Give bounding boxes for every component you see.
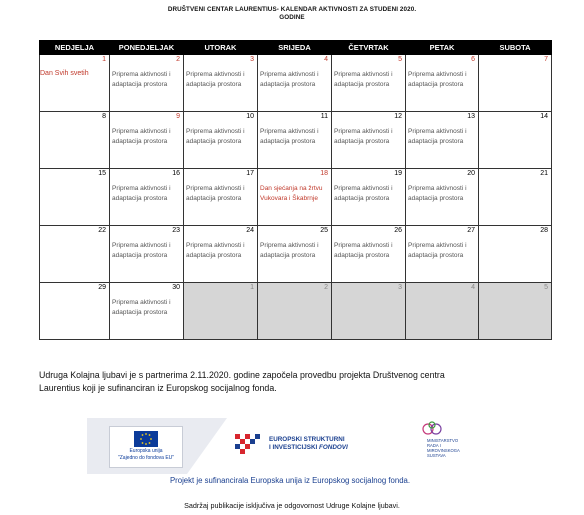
description-line-1: Udruga Kolajna ljubavi je s partnerima 2.11.2020. godine započela provedbu projekta Društvenog centra (39, 370, 445, 380)
event-text (112, 127, 181, 147)
day-number: 29 (98, 284, 106, 291)
funding-banner (87, 418, 493, 484)
event-line-2: adaptacija prostora (186, 138, 242, 145)
project-cofinanced-text: Projekt je sufinancirala Europska unija iz Europskog socijalnog fonda. (169, 476, 411, 485)
event-line-2: adaptacija prostora (260, 138, 316, 145)
event-line-2: adaptacija prostora (334, 81, 390, 88)
day-number: 15 (98, 170, 106, 177)
event-line-1: Priprema aktivnosti i (260, 242, 319, 249)
footer-disclaimer: Sadržaj publikacije isključiva je odgovornost Udruge Kolajne ljubavi. (184, 501, 400, 510)
day-number: 13 (467, 113, 475, 120)
project-description (39, 369, 539, 395)
day-number: 24 (246, 227, 254, 234)
event-text (408, 241, 476, 261)
event-line-2: adaptacija prostora (112, 195, 168, 202)
calendar-cell (184, 226, 258, 283)
event-line-2: adaptacija prostora (112, 309, 168, 316)
event-line-1: Priprema aktivnosti i (408, 71, 467, 78)
remembrance-event (260, 184, 329, 204)
day-number: 21 (540, 170, 548, 177)
event-line-1: Priprema aktivnosti i (334, 185, 393, 192)
day-number: 22 (98, 227, 106, 234)
eu-flag-icon (134, 431, 158, 447)
event-text (112, 241, 181, 261)
day-number: 10 (246, 113, 254, 120)
calendar-cell (40, 283, 110, 340)
croatia-checkerboard-icon (235, 434, 265, 454)
event-line-1: Dan sjećanja na žrtvu (260, 185, 323, 192)
event-line-2: Vukovara i Škabrnje (260, 195, 318, 202)
day-number: 18 (320, 170, 328, 177)
calendar-cell (258, 226, 332, 283)
day-number: 3 (250, 56, 254, 63)
event-line-2: adaptacija prostora (112, 252, 168, 259)
calendar-cell (184, 55, 258, 112)
day-number: 2 (324, 284, 328, 291)
ministry-line-1: MINISTARSTVO (427, 438, 459, 443)
day-number: 16 (172, 170, 180, 177)
day-number: 11 (320, 113, 328, 120)
calendar-cell (110, 283, 184, 340)
day-number: 28 (540, 227, 548, 234)
event-line-1: Priprema aktivnosti i (112, 185, 171, 192)
day-number: 17 (246, 170, 254, 177)
calendar-cell-next-month (332, 283, 406, 340)
calendar-cell (110, 55, 184, 112)
day-number: 5 (544, 284, 548, 291)
day-header-thursday: ČETVRTAK (332, 41, 406, 55)
day-number: 1 (102, 56, 106, 63)
event-text (112, 184, 181, 204)
flower-icon (419, 420, 445, 438)
event-line-1: Priprema aktivnosti i (334, 71, 393, 78)
calendar-header-row (40, 41, 552, 55)
funds-logo-line-2 (269, 444, 348, 451)
event-line-2: adaptacija prostora (408, 195, 464, 202)
calendar-cell (406, 169, 479, 226)
funds-logo-text-b: FONDOVI (319, 444, 348, 451)
event-text (186, 127, 255, 147)
funds-logo-text-a: I INVESTICIJSKI (269, 444, 320, 451)
event-line-2: adaptacija prostora (112, 138, 168, 145)
day-number: 7 (544, 56, 548, 63)
event-line-2: adaptacija prostora (186, 252, 242, 259)
event-line-2: adaptacija prostora (334, 195, 390, 202)
event-line-1: Priprema aktivnosti i (186, 185, 245, 192)
event-line-1: Priprema aktivnosti i (112, 242, 171, 249)
event-text (260, 70, 329, 90)
calendar-cell (40, 169, 110, 226)
event-line-1: Priprema aktivnosti i (334, 242, 393, 249)
calendar-cell-next-month (258, 283, 332, 340)
calendar-cell (110, 112, 184, 169)
calendar-cell (406, 55, 479, 112)
day-header-friday: PETAK (406, 41, 479, 55)
calendar-cell (110, 226, 184, 283)
ministry-line-3: MIROVINSKOGA (427, 448, 460, 453)
calendar-week-3 (40, 169, 552, 226)
calendar-week-5 (40, 283, 552, 340)
calendar-cell (479, 169, 552, 226)
event-line-1: Priprema aktivnosti i (408, 128, 467, 135)
event-text (408, 127, 476, 147)
event-line-2: adaptacija prostora (112, 81, 168, 88)
calendar-cell (479, 112, 552, 169)
event-line-2: adaptacija prostora (260, 81, 316, 88)
event-line-1: Priprema aktivnosti i (112, 299, 171, 306)
calendar-cell (406, 226, 479, 283)
event-text (334, 127, 403, 147)
calendar-cell (40, 112, 110, 169)
calendar-cell (40, 55, 110, 112)
day-number: 20 (467, 170, 475, 177)
event-line-1: Priprema aktivnosti i (408, 242, 467, 249)
day-number: 19 (394, 170, 402, 177)
calendar-week-2 (40, 112, 552, 169)
day-header-tuesday: UTORAK (184, 41, 258, 55)
event-line-2: adaptacija prostora (334, 138, 390, 145)
holiday-event: Dan Svih svetih (40, 70, 89, 77)
calendar-cell (184, 169, 258, 226)
calendar-table (39, 40, 552, 340)
calendar-cell (479, 55, 552, 112)
day-header-saturday: SUBOTA (479, 41, 552, 55)
ministry-logo (409, 418, 493, 474)
document-title (0, 6, 584, 22)
event-line-2: adaptacija prostora (186, 81, 242, 88)
event-text (112, 70, 181, 90)
event-line-1: Priprema aktivnosti i (334, 128, 393, 135)
event-text (334, 184, 403, 204)
calendar-cell (40, 226, 110, 283)
day-number: 3 (398, 284, 402, 291)
event-text (186, 184, 255, 204)
event-line-1: Priprema aktivnosti i (112, 128, 171, 135)
event-line-2: adaptacija prostora (408, 252, 464, 259)
title-line-1: DRUŠTVENI CENTAR LAURENTIUS- KALENDAR AKTIVNOSTI ZA STUDENI 2020. (167, 6, 417, 13)
calendar-cell (332, 169, 406, 226)
description-line-2: Laurentius koji je sufinanciran iz Europskog socijalnog fonda. (39, 383, 277, 393)
event-line-1: Priprema aktivnosti i (260, 128, 319, 135)
funds-logo-line-1: EUROPSKI STRUKTURNI (269, 436, 345, 443)
eu-logo-caption-2: "Zajedno do fondova EU" (117, 455, 175, 461)
day-header-monday: PONEDJELJAK (110, 41, 184, 55)
event-line-1: Priprema aktivnosti i (186, 242, 245, 249)
day-number: 6 (471, 56, 475, 63)
day-header-wednesday: SRIJEDA (258, 41, 332, 55)
ministry-line-4: SUSTAVA (427, 453, 446, 458)
calendar-cell-next-month (184, 283, 258, 340)
day-number: 14 (540, 113, 548, 120)
event-text (186, 241, 255, 261)
event-line-2: adaptacija prostora (408, 81, 464, 88)
event-text (334, 241, 403, 261)
event-text (260, 241, 329, 261)
event-text (334, 70, 403, 90)
calendar-week-1 (40, 55, 552, 112)
day-number: 8 (102, 113, 106, 120)
day-number: 9 (176, 113, 180, 120)
calendar-cell (110, 169, 184, 226)
day-number: 2 (176, 56, 180, 63)
eu-logo (109, 426, 183, 468)
calendar-cell (332, 112, 406, 169)
eu-logo-caption-1: Europska unija (129, 448, 163, 454)
calendar-cell (332, 226, 406, 283)
calendar-cell (479, 226, 552, 283)
day-number: 27 (467, 227, 475, 234)
calendar-week-4 (40, 226, 552, 283)
calendar-cell (184, 112, 258, 169)
calendar-cell-next-month (406, 283, 479, 340)
day-number: 30 (172, 284, 180, 291)
event-text (408, 184, 476, 204)
title-line-2: GODINE (279, 14, 305, 21)
day-header-sunday: NEDJELJA (40, 41, 110, 55)
calendar-cell (258, 112, 332, 169)
event-line-2: adaptacija prostora (408, 138, 464, 145)
day-number: 26 (394, 227, 402, 234)
event-line-2: adaptacija prostora (186, 195, 242, 202)
day-number: 23 (172, 227, 180, 234)
day-number: 12 (394, 113, 402, 120)
calendar-cell (258, 169, 332, 226)
event-text (112, 298, 181, 318)
event-line-2: adaptacija prostora (260, 252, 316, 259)
calendar-cell (406, 112, 479, 169)
event-text (186, 70, 255, 90)
day-number: 5 (398, 56, 402, 63)
calendar-cell (332, 55, 406, 112)
event-line-1: Priprema aktivnosti i (112, 71, 171, 78)
calendar-cell-next-month (479, 283, 552, 340)
event-line-1: Priprema aktivnosti i (186, 71, 245, 78)
event-text (260, 127, 329, 147)
day-number: 1 (250, 284, 254, 291)
day-number: 4 (324, 56, 328, 63)
calendar-cell (258, 55, 332, 112)
event-line-2: adaptacija prostora (334, 252, 390, 259)
event-line-1: Priprema aktivnosti i (186, 128, 245, 135)
event-line-1: Priprema aktivnosti i (408, 185, 467, 192)
ministry-line-2: RADA I (427, 443, 441, 448)
day-number: 4 (471, 284, 475, 291)
day-number: 25 (320, 227, 328, 234)
event-line-1: Priprema aktivnosti i (260, 71, 319, 78)
event-text (408, 70, 476, 90)
